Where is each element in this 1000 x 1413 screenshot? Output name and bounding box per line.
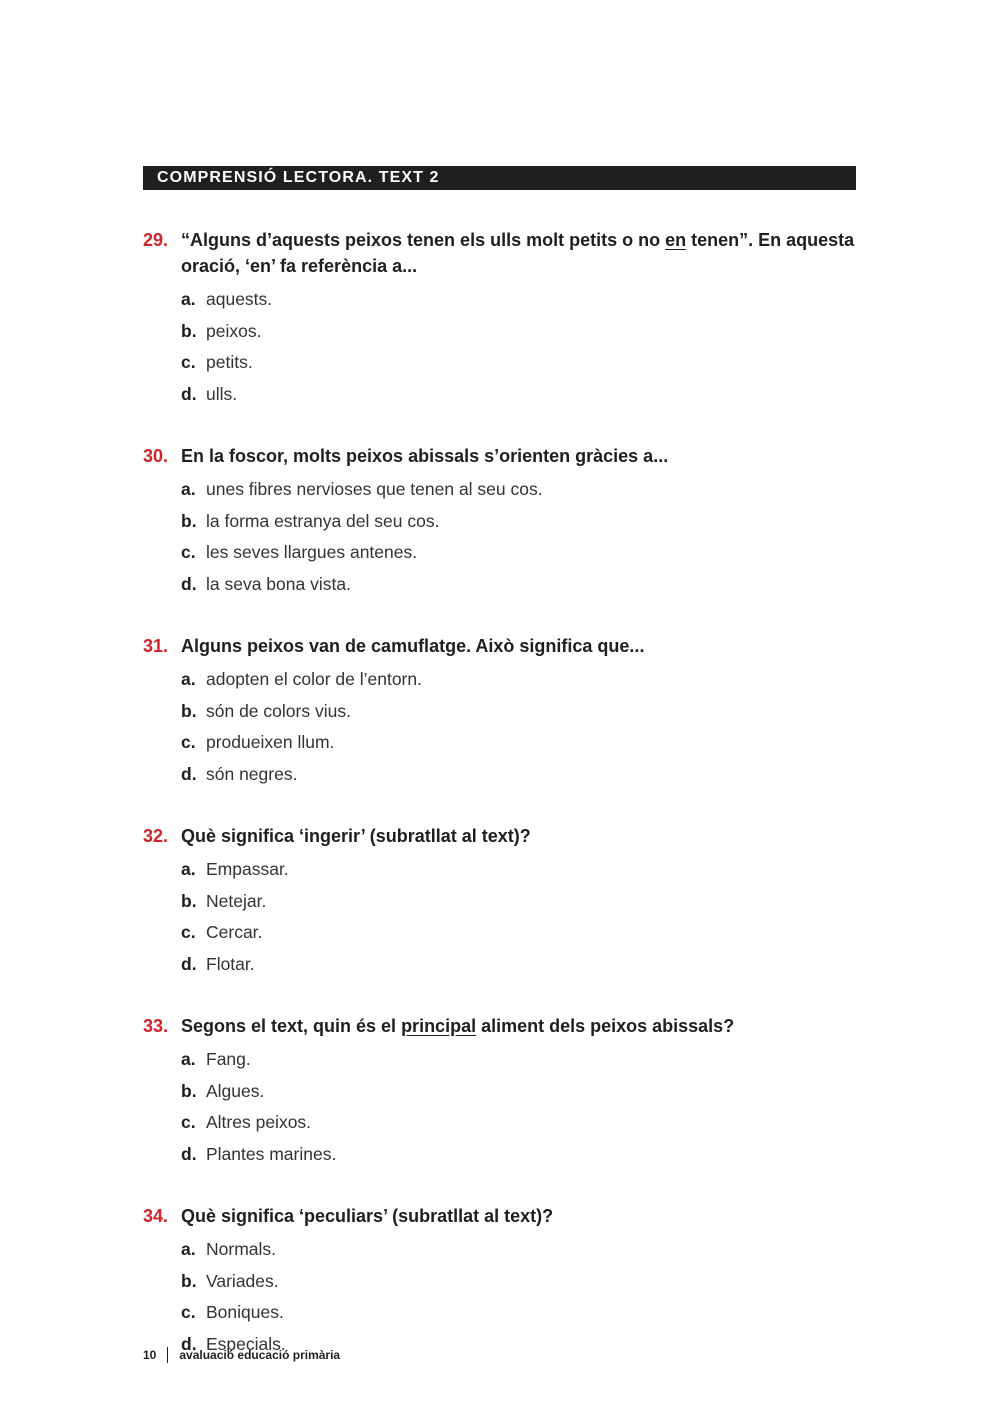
question-number: 34. [143,1206,169,1226]
question-29 [143,227,859,410]
option-letter: a. [181,1239,196,1259]
option-letter: c. [181,732,196,752]
answer-options [143,854,859,980]
answer-option-b[interactable] [181,886,859,918]
answer-option-c[interactable] [181,917,859,949]
question-32 [143,823,859,980]
option-text: unes fibres nervioses que tenen al seu cos. [206,479,543,499]
question-text: Què significa ‘ingerir’ (subratllat al text)? [181,826,531,846]
underlined-word: en [665,230,687,250]
option-letter: a. [181,289,196,309]
answer-options [143,284,859,410]
option-text: la seva bona vista. [206,573,351,594]
question-heading [143,823,859,849]
option-letter: b. [181,700,197,721]
answer-option-a[interactable] [181,1234,859,1266]
option-text: Cercar. [206,922,263,942]
footer-divider [167,1347,168,1363]
answer-option-c[interactable] [181,347,859,379]
option-text: produeixen llum. [206,732,335,752]
option-text: la forma estranya del seu cos. [206,510,440,531]
option-letter: b. [181,890,197,911]
question-text: En la foscor, molts peixos abissals s’orienten gràcies a... [181,446,669,466]
question-number: 31. [143,636,169,656]
section-title: COMPRENSIÓ LECTORA. TEXT 2 [143,166,856,190]
option-letter: d. [181,953,197,974]
question-30 [143,443,859,600]
question-text-part: “Alguns d’aquests peixos tenen els ulls molt petits o no [181,230,666,250]
question-33 [143,1013,859,1170]
answer-option-d[interactable] [181,949,859,981]
option-letter: b. [181,320,197,341]
question-heading [143,1203,859,1229]
question-heading [143,1013,859,1039]
option-text: Variades. [206,1270,279,1291]
question-text-part: Segons el text, quin és el [181,1016,402,1036]
option-letter: b. [181,1080,197,1101]
option-text: ulls. [206,383,238,404]
option-text: Empassar. [206,859,289,879]
question-number: 29. [143,230,169,250]
underlined-word: principal [401,1016,477,1036]
page-footer [143,1347,340,1363]
question-heading [143,227,859,279]
question-text-part: tenen”. En aquesta oració, ‘en’ fa referència a... [181,230,855,276]
option-letter: d. [181,1143,197,1164]
answer-option-b[interactable] [181,506,859,538]
option-text: Algues. [206,1080,265,1101]
option-letter: d. [181,383,197,404]
question-number: 33. [143,1016,169,1036]
question-heading [143,633,859,659]
option-text: Fang. [206,1049,251,1069]
question-31 [143,633,859,790]
option-letter: c. [181,1112,196,1132]
option-text: Plantes marines. [206,1143,337,1164]
question-list [143,227,859,1393]
answer-option-d[interactable] [181,569,859,601]
question-34 [143,1203,859,1360]
answer-options [143,664,859,790]
question-number: 32. [143,826,169,846]
page-number: 10 [143,1348,157,1362]
answer-option-a[interactable] [181,474,859,506]
option-letter: a. [181,1049,196,1069]
option-letter: c. [181,542,196,562]
option-letter: c. [181,352,196,372]
answer-option-a[interactable] [181,664,859,696]
question-text [181,1013,859,1039]
option-text: adopten el color de l’entorn. [206,669,422,689]
answer-option-d[interactable] [181,759,859,791]
answer-option-d[interactable] [181,1139,859,1171]
answer-option-b[interactable] [181,1076,859,1108]
option-text: Flotar. [206,953,255,974]
option-text: aquests. [206,289,273,309]
option-letter: a. [181,479,196,499]
footer-label: avaluació educació primària [179,1348,341,1362]
question-number: 30. [143,446,169,466]
option-letter: b. [181,1270,197,1291]
option-letter: c. [181,922,196,942]
option-text: Boniques. [206,1302,284,1322]
question-text-part: aliment dels peixos abissals? [476,1016,735,1036]
option-text: són negres. [206,763,298,784]
option-text: peixos. [206,320,262,341]
question-text [181,227,859,279]
answer-option-b[interactable] [181,316,859,348]
option-text: petits. [206,352,253,372]
option-text: Especials. [206,1333,286,1354]
answer-option-b[interactable] [181,696,859,728]
question-text: Alguns peixos van de camuflatge. Això significa que... [181,636,645,656]
option-text: les seves llargues antenes. [206,542,418,562]
answer-option-a[interactable] [181,284,859,316]
answer-option-a[interactable] [181,854,859,886]
answer-option-c[interactable] [181,1107,859,1139]
option-letter: a. [181,859,196,879]
option-text: són de colors vius. [206,700,351,721]
answer-options [143,1044,859,1170]
answer-option-a[interactable] [181,1044,859,1076]
answer-options [143,1234,859,1360]
question-text: Què significa ‘peculiars’ (subratllat al text)? [181,1206,554,1226]
option-letter: c. [181,1302,196,1322]
answer-options [143,474,859,600]
option-text: Normals. [206,1239,277,1259]
answer-option-c[interactable] [181,727,859,759]
answer-option-d[interactable] [181,379,859,411]
option-text: Netejar. [206,890,267,911]
answer-option-b[interactable] [181,1266,859,1298]
option-letter: b. [181,510,197,531]
question-heading [143,443,859,469]
option-letter: d. [181,1333,197,1354]
answer-option-c[interactable] [181,537,859,569]
option-letter: d. [181,763,197,784]
option-letter: a. [181,669,196,689]
answer-option-c[interactable] [181,1297,859,1329]
option-letter: d. [181,573,197,594]
option-text: Altres peixos. [206,1112,312,1132]
